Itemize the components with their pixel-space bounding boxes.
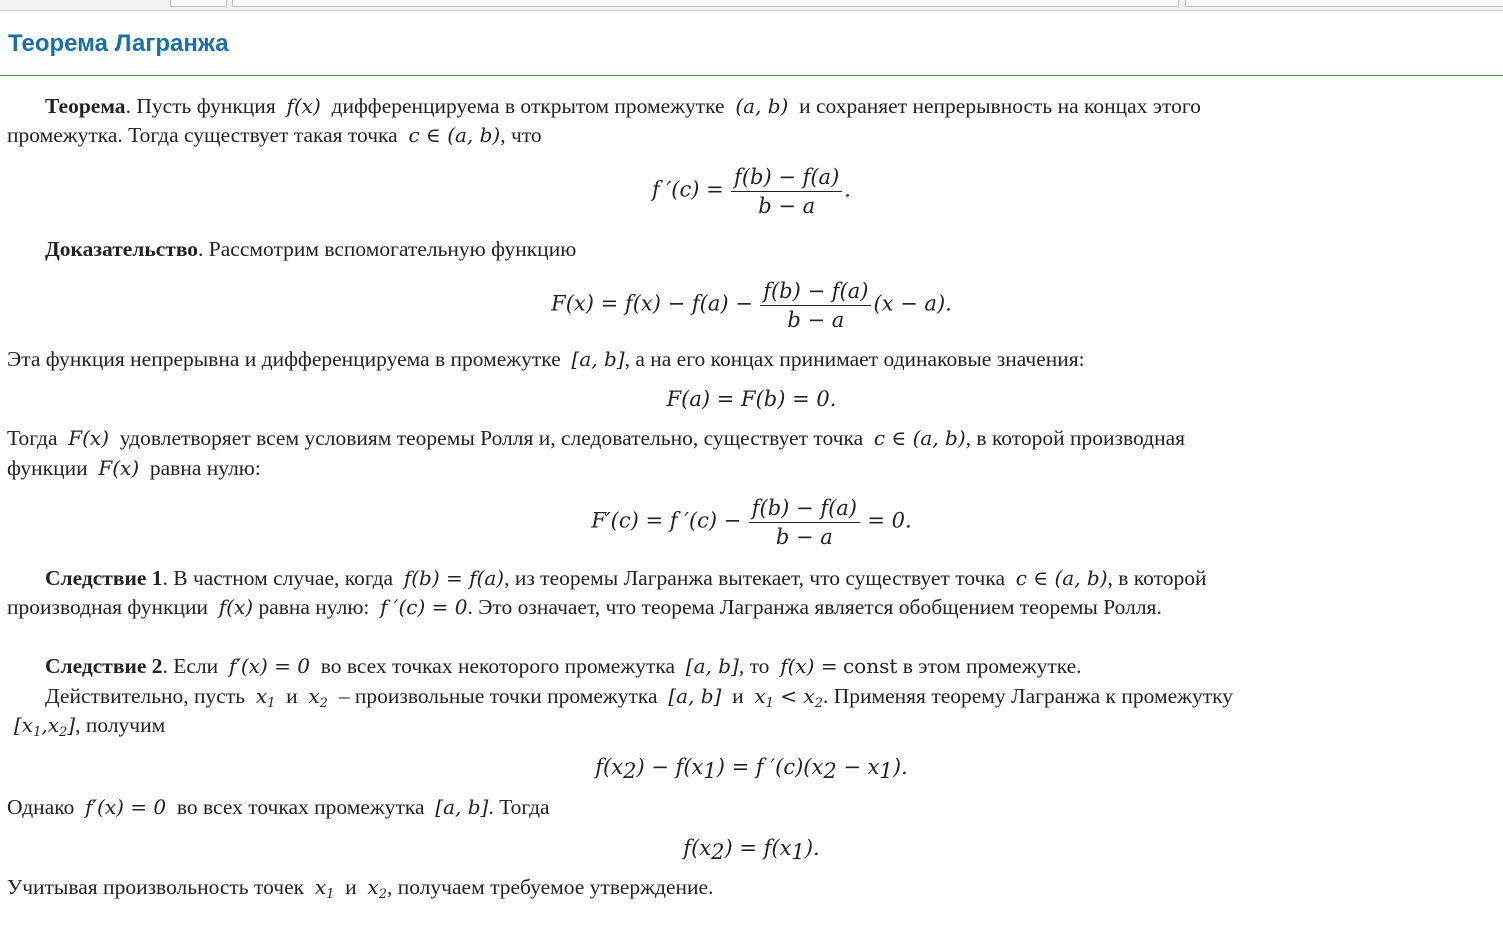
theorem-line-1: Теорема. Пусть функция f(x) дифференцируема в открытом промежутке (a, b) и сохраняет непрерывность на концах этого (45, 94, 1201, 118)
corollary-2-label: Следствие 2 (45, 654, 163, 678)
formula-equal-ends: F(a) = F(b) = 0. (666, 387, 837, 411)
title-divider (0, 75, 1503, 76)
fraction: $\frac{f(b) - f(a)}{b - a}$ (760, 278, 871, 333)
corollary-2-line: Следствие 2. Если f′(x) = 0 во всех точках некоторого промежутка [a, b], то f(x) = const в этом промежутке. (45, 654, 1082, 678)
formula-derivative-zero: F′(c) = f ′(c) − $\frac{f(b) - f(a)}{b - a}$ = 0. (591, 496, 912, 549)
proof-label: Доказательство (45, 237, 199, 261)
formula-auxiliary: F(x) = f(x) − f(a) − $\frac{f(b) - f(a)}{b - a}$ (x − a). (551, 279, 952, 332)
browser-toolbar-strip (0, 0, 1503, 11)
para-continuous: Эта функция непрерывна и дифференцируема в промежутке [a, b], а на его концах принимает одинаковые значения: (7, 347, 1085, 371)
proof-line: Доказательство. Рассмотрим вспомогательную функцию (45, 237, 577, 261)
formula-equal-values: f(x2) = f(x1). (683, 836, 820, 864)
para-conclusion: Учитывая произвольность точек $x_1$ и $x_2$, получаем требуемое утверждение. (7, 875, 714, 902)
theorem-label: Теорема (45, 94, 126, 118)
search-bar[interactable] (1185, 0, 1503, 7)
para-rolle-line-2: функции F(x) равна нулю: (7, 456, 261, 480)
address-bar[interactable] (232, 0, 1179, 7)
fraction: $\frac{f(b) - f(a)}{b - a}$ (731, 164, 842, 219)
fraction: $\frac{f(b) - f(a)}{b - a}$ (749, 495, 860, 550)
corollary-1-label: Следствие 1 (45, 566, 163, 590)
math-open-interval: (a, b) (735, 94, 789, 118)
math-c-in-interval: c ∈ (a, b) (408, 123, 501, 147)
corollary-1-line-1: Следствие 1. В частном случае, когда f(b) = f(a), из теоремы Лагранжа вытекает, что существует точка c ∈ (a, b), в которой (45, 566, 1207, 590)
formula-increment: f(x2) − f(x1) = f ′(c)(x2 − x1). (595, 755, 908, 783)
para-however: Однако f′(x) = 0 во всех точках промежутка [a, b]. Тогда (7, 795, 550, 819)
formula-lagrange: f ′(c) = $\frac{f(b) - f(a)}{b - a}$ . (652, 165, 851, 218)
math-fx: f(x) (286, 94, 321, 118)
para-indeed-line-2: $[x_1,x_2]$, получим (14, 713, 166, 740)
para-indeed-line-1: Действительно, пусть $x_1$ и $x_2$ – произвольные точки промежутка [a, b] и $x_1 < x_2$. Применяя теорему Лагранжа к промежутку (45, 684, 1234, 711)
theorem-line-2: промежутка. Тогда существует такая точка c ∈ (a, b), что (7, 123, 542, 147)
toolbar-button[interactable] (170, 0, 227, 7)
corollary-1-line-2: производная функции f(x) равна нулю: f ′(c) = 0. Это означает, что теорема Лагранжа является обобщением теоремы Ролля. (7, 595, 1162, 619)
page-title: Теорема Лагранжа (8, 30, 229, 57)
math-closed-interval: [a, b] (571, 347, 625, 371)
para-rolle-line-1: Тогда F(x) удовлетворяет всем условиям теоремы Ролля и, следовательно, существует точка c ∈ (a, b), в которой производная (7, 426, 1186, 450)
